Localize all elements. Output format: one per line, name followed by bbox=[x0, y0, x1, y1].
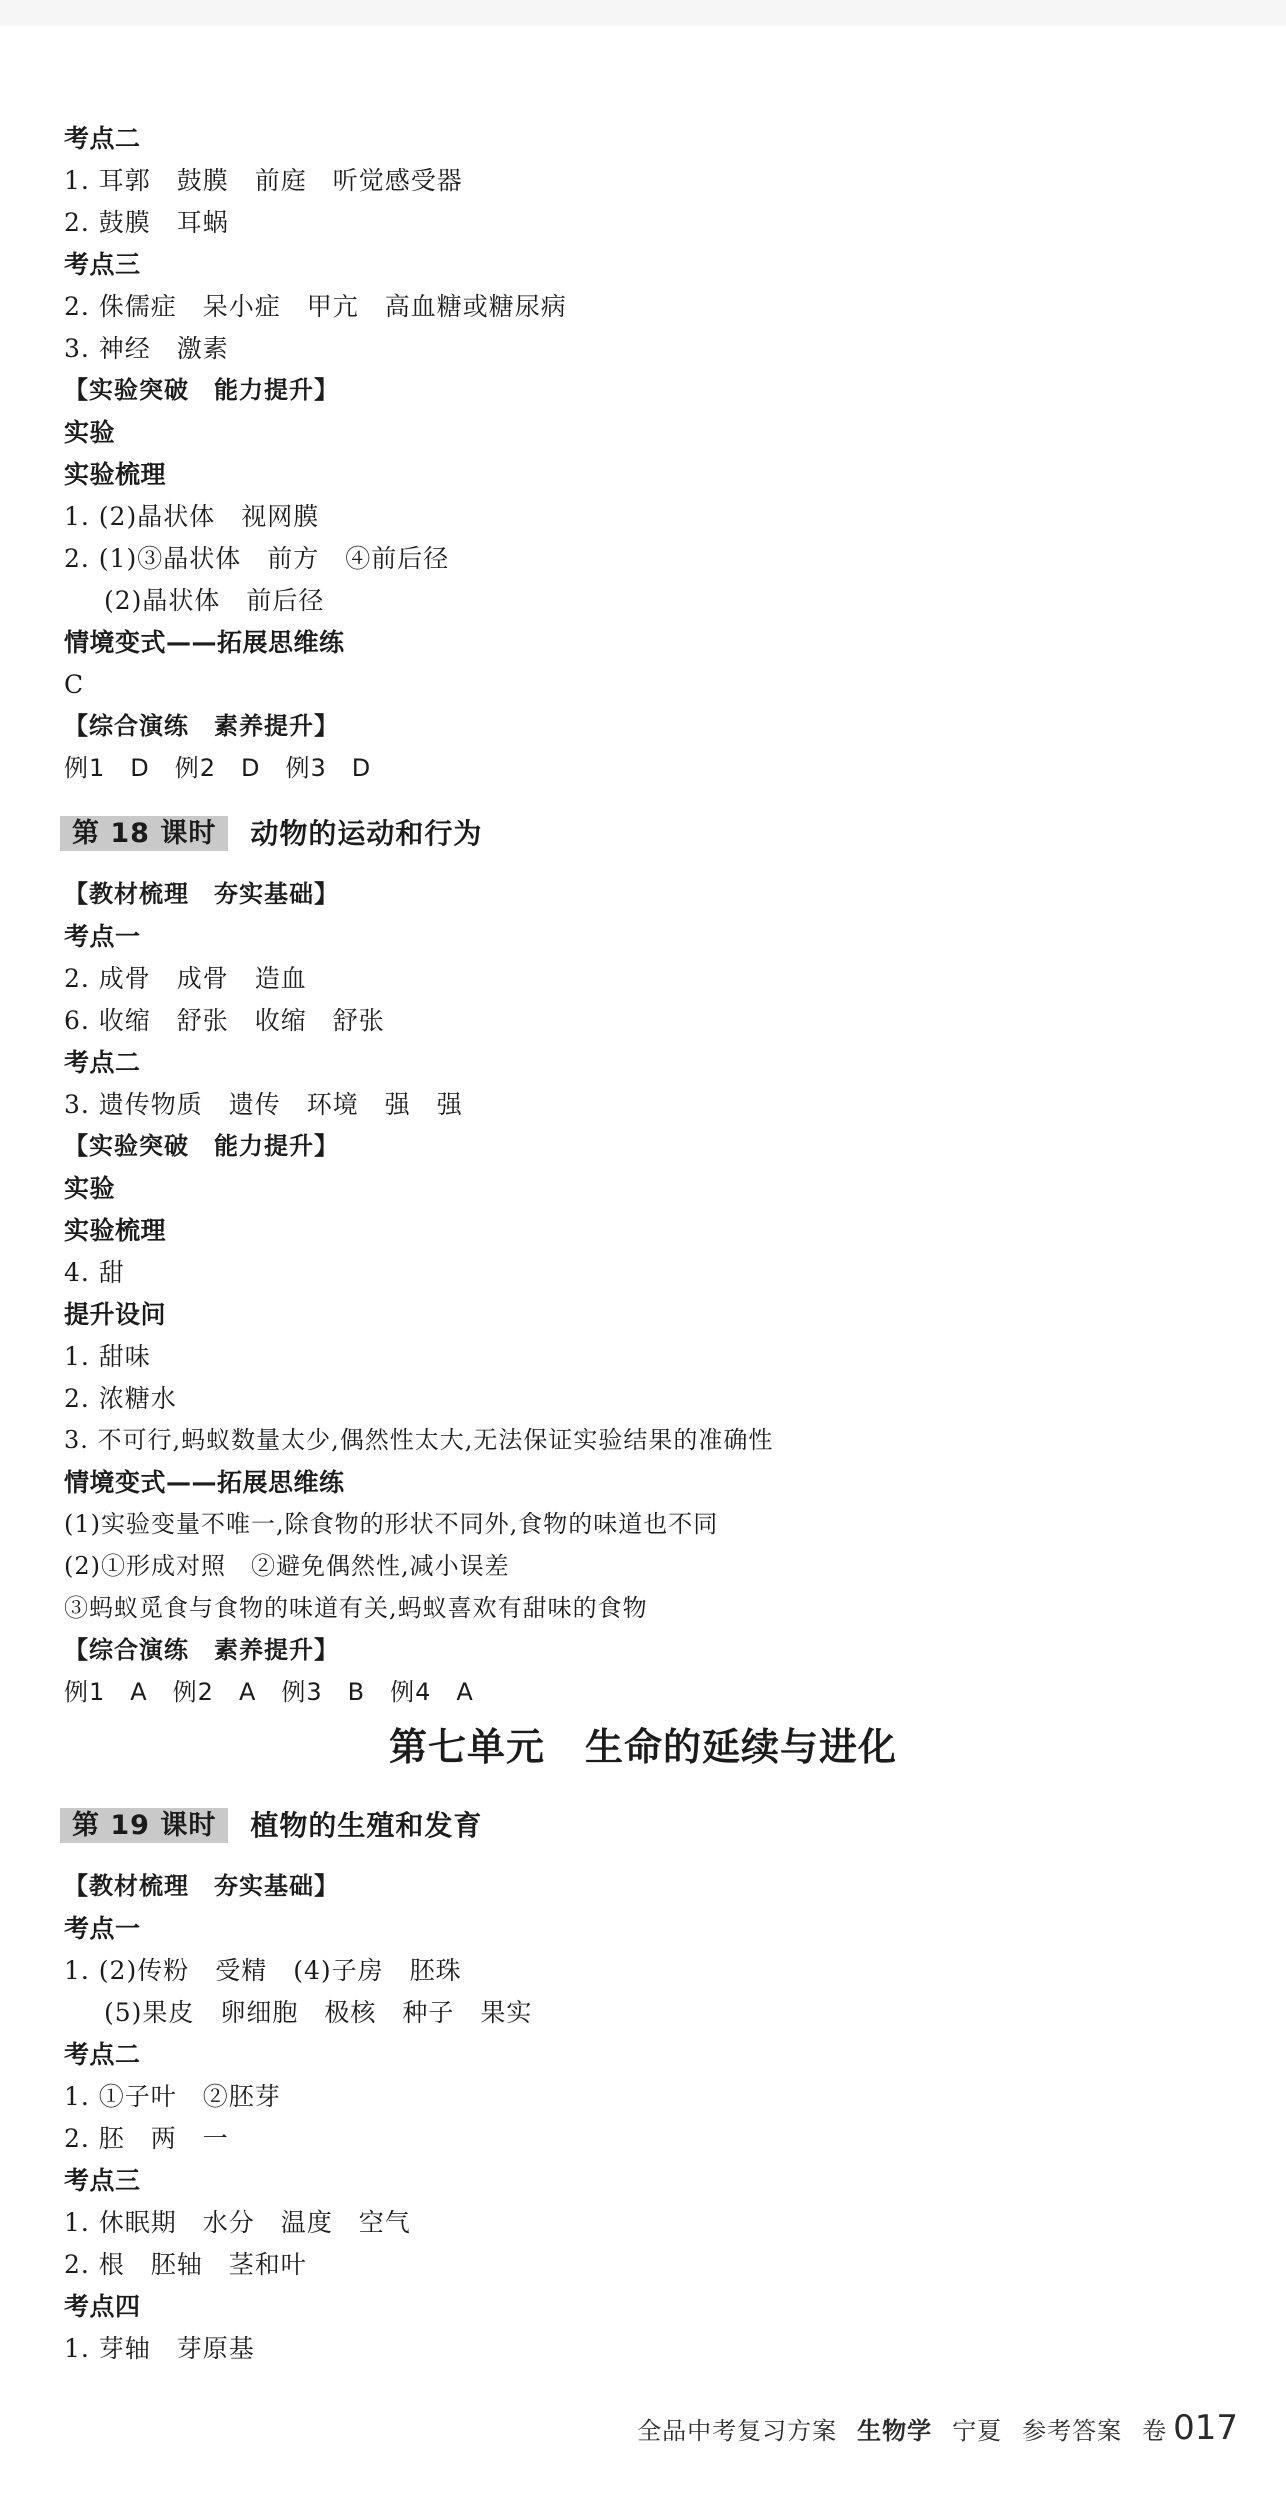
answer-line: (2)晶状体 前后径 bbox=[104, 586, 325, 615]
subsection-bracket-heading: 【实验突破 能力提升】 bbox=[64, 1132, 339, 1160]
answer-line: 1. (2)晶状体 视网膜 bbox=[64, 502, 320, 531]
answer-line: 2. (1)③晶状体 前方 ④前后径 bbox=[64, 544, 450, 573]
lesson-19-header bbox=[60, 1808, 482, 1843]
lesson-number-box: 第 18 课时 bbox=[60, 816, 228, 851]
answer-line: 4. 甜 bbox=[64, 1258, 125, 1287]
section-heading: 考点二 bbox=[64, 1048, 141, 1077]
answer-line: 2. 浓糖水 bbox=[64, 1384, 177, 1413]
example-answers: 例1 D 例2 D 例3 D bbox=[64, 754, 372, 782]
section-heading: 考点三 bbox=[64, 2166, 141, 2195]
unit-number: 第七单元 bbox=[388, 1725, 545, 1769]
section-heading: 考点一 bbox=[64, 1914, 141, 1943]
lesson-18-header bbox=[60, 816, 482, 851]
page-footer bbox=[617, 2408, 1238, 2448]
section-heading: 实验梳理 bbox=[64, 1216, 167, 1245]
answer-line: 3. 遗传物质 遗传 环境 强 强 bbox=[64, 1090, 463, 1119]
section-heading: 情境变式——拓展思维练 bbox=[64, 1468, 345, 1497]
answer-line: 2. 鼓膜 耳蜗 bbox=[64, 208, 229, 237]
lesson-title: 植物的生殖和发育 bbox=[250, 1808, 483, 1842]
answer-line: 1. 耳郭 鼓膜 前庭 听觉感受器 bbox=[64, 166, 463, 195]
section-heading: 考点二 bbox=[64, 124, 141, 153]
lesson-number-box: 第 19 课时 bbox=[60, 1808, 228, 1843]
section-heading: 情境变式——拓展思维练 bbox=[64, 628, 345, 657]
answer-line: 3. 神经 激素 bbox=[64, 334, 229, 363]
answer-line: 1. 芽轴 芽原基 bbox=[64, 2334, 255, 2363]
answer-line: (2)①形成对照 ②避免偶然性,减小误差 bbox=[64, 1552, 510, 1580]
lesson-title: 动物的运动和行为 bbox=[250, 816, 483, 850]
footer-region: 宁夏 bbox=[952, 2417, 1003, 2445]
section-heading: 提升设问 bbox=[64, 1300, 167, 1329]
subsection-bracket-heading: 【教材梳理 夯实基础】 bbox=[64, 1872, 339, 1900]
answer-line: 2. 成骨 成骨 造血 bbox=[64, 964, 307, 993]
subsection-bracket-heading: 【教材梳理 夯实基础】 bbox=[64, 880, 339, 908]
subsection-bracket-heading: 【实验突破 能力提升】 bbox=[64, 376, 339, 404]
answer-line: ③蚂蚁觅食与食物的味道有关,蚂蚁喜欢有甜味的食物 bbox=[64, 1594, 648, 1622]
section-heading: 实验梳理 bbox=[64, 460, 167, 489]
section-heading: 实验 bbox=[64, 1174, 116, 1203]
unit-title bbox=[0, 1725, 1286, 1769]
answer-line: 1. 甜味 bbox=[64, 1342, 151, 1371]
answer-line: 2. 侏儒症 呆小症 甲亢 高血糖或糖尿病 bbox=[64, 292, 567, 321]
footer-subject: 生物学 bbox=[857, 2417, 933, 2445]
footer-book-title: 全品中考复习方案 bbox=[637, 2417, 838, 2445]
footer-volume: 卷 bbox=[1142, 2417, 1168, 2445]
section-heading: 考点四 bbox=[64, 2292, 141, 2321]
footer-section: 参考答案 bbox=[1022, 2417, 1123, 2445]
answer-line: (5)果皮 卵细胞 极核 种子 果实 bbox=[104, 1998, 533, 2027]
subsection-bracket-heading: 【综合演练 素养提升】 bbox=[64, 712, 339, 740]
answer-line: C bbox=[64, 670, 85, 699]
subsection-bracket-heading: 【综合演练 素养提升】 bbox=[64, 1636, 339, 1664]
answer-line: 2. 根 胚轴 茎和叶 bbox=[64, 2250, 307, 2279]
example-answers: 例1 A 例2 A 例3 B 例4 A bbox=[64, 1678, 474, 1706]
answer-line: 1. 休眠期 水分 温度 空气 bbox=[64, 2208, 411, 2237]
top-margin-band bbox=[0, 0, 1286, 26]
answer-line: 6. 收缩 舒张 收缩 舒张 bbox=[64, 1006, 385, 1035]
page-number: 017 bbox=[1173, 2408, 1238, 2448]
section-heading: 考点一 bbox=[64, 922, 141, 951]
unit-name: 生命的延续与进化 bbox=[585, 1725, 898, 1769]
answer-line: 2. 胚 两 一 bbox=[64, 2124, 229, 2153]
answer-line: (1)实验变量不唯一,除食物的形状不同外,食物的味道也不同 bbox=[64, 1510, 719, 1538]
answer-line: 1. ①子叶 ②胚芽 bbox=[64, 2082, 281, 2111]
section-heading: 考点二 bbox=[64, 2040, 141, 2069]
section-heading: 考点三 bbox=[64, 250, 141, 279]
answer-line: 1. (2)传粉 受精 (4)子房 胚珠 bbox=[64, 1956, 462, 1985]
answer-line: 3. 不可行,蚂蚁数量太少,偶然性太大,无法保证实验结果的准确性 bbox=[64, 1426, 774, 1454]
section-heading: 实验 bbox=[64, 418, 116, 447]
